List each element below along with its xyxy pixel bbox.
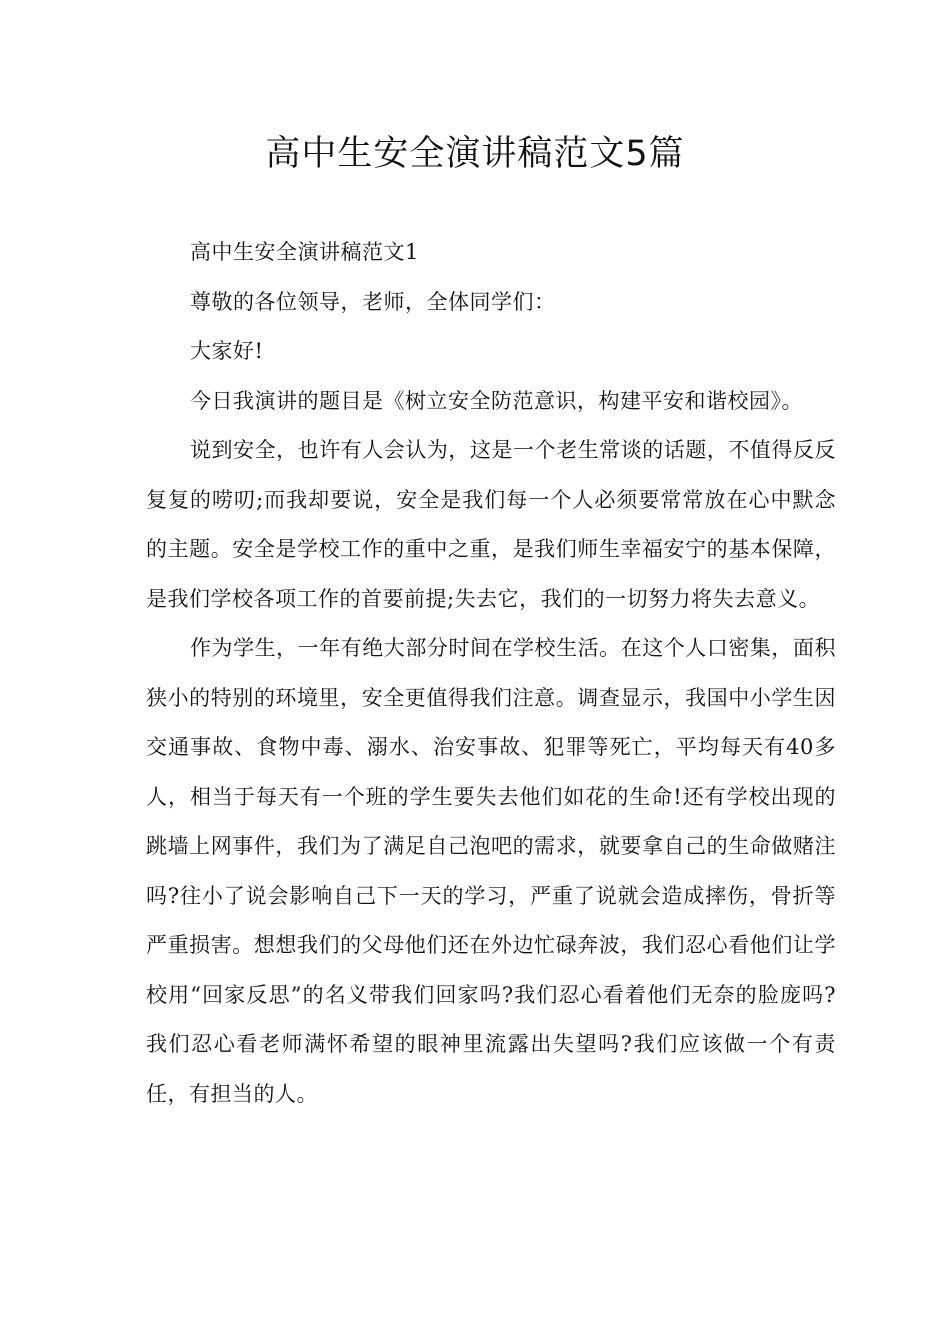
paragraph-subtitle: 高中生安全演讲稿范文1 bbox=[190, 240, 419, 264]
paragraph-safety-importance: 说到安全，也许有人会认为，这是一个老生常谈的话题，不值得反反复复的唠叨;而我却要说，安全是我们每一个人必须要常常放在心中默念的主题。安全是学校工作的重中之重，是我们师生幸福安宁的基本保障，是我们学校各项工作的首要前提;失去它，我们的一切努力将失去意义。 bbox=[146, 438, 836, 611]
paragraph-salutation: 尊敬的各位领导，老师，全体同学们： bbox=[190, 289, 556, 314]
paragraph-topic: 今日我演讲的题目是《树立安全防范意识，构建平安和谐校园》。 bbox=[190, 388, 803, 413]
document-body bbox=[146, 228, 836, 1119]
document-title: 高中生安全演讲稿范文5篇 bbox=[265, 134, 685, 174]
paragraph-greeting: 大家好! bbox=[190, 339, 264, 363]
paragraph-student-safety: 作为学生，一年有绝大部分时间在学校生活。在这个人口密集，面积狭小的特别的环境里，安全更值得我们注意。调查显示，我国中小学生因交通事故、食物中毒、溺水、治安事故、犯罪等死亡，平均每天有40多人，相当于每天有一个班的学生要失去他们如花的生命!还有学校出现的跳墙上网事件，我们为了满足自己泡吧的需求，就要拿自己的生命做赌注吗?往小了说会影响自己下一天的学习，严重了说就会造成摔伤，骨折等严重损害。想想我们的父母他们还在外边忙碌奔波，我们忍心看他们让学校用“回家反思”的名义带我们回家吗?我们忍心看着他们无奈的脸庞吗?我们忍心看老师满怀希望的眼神里流露出失望吗?我们应该做一个有责任，有担当的人。 bbox=[146, 636, 836, 1106]
